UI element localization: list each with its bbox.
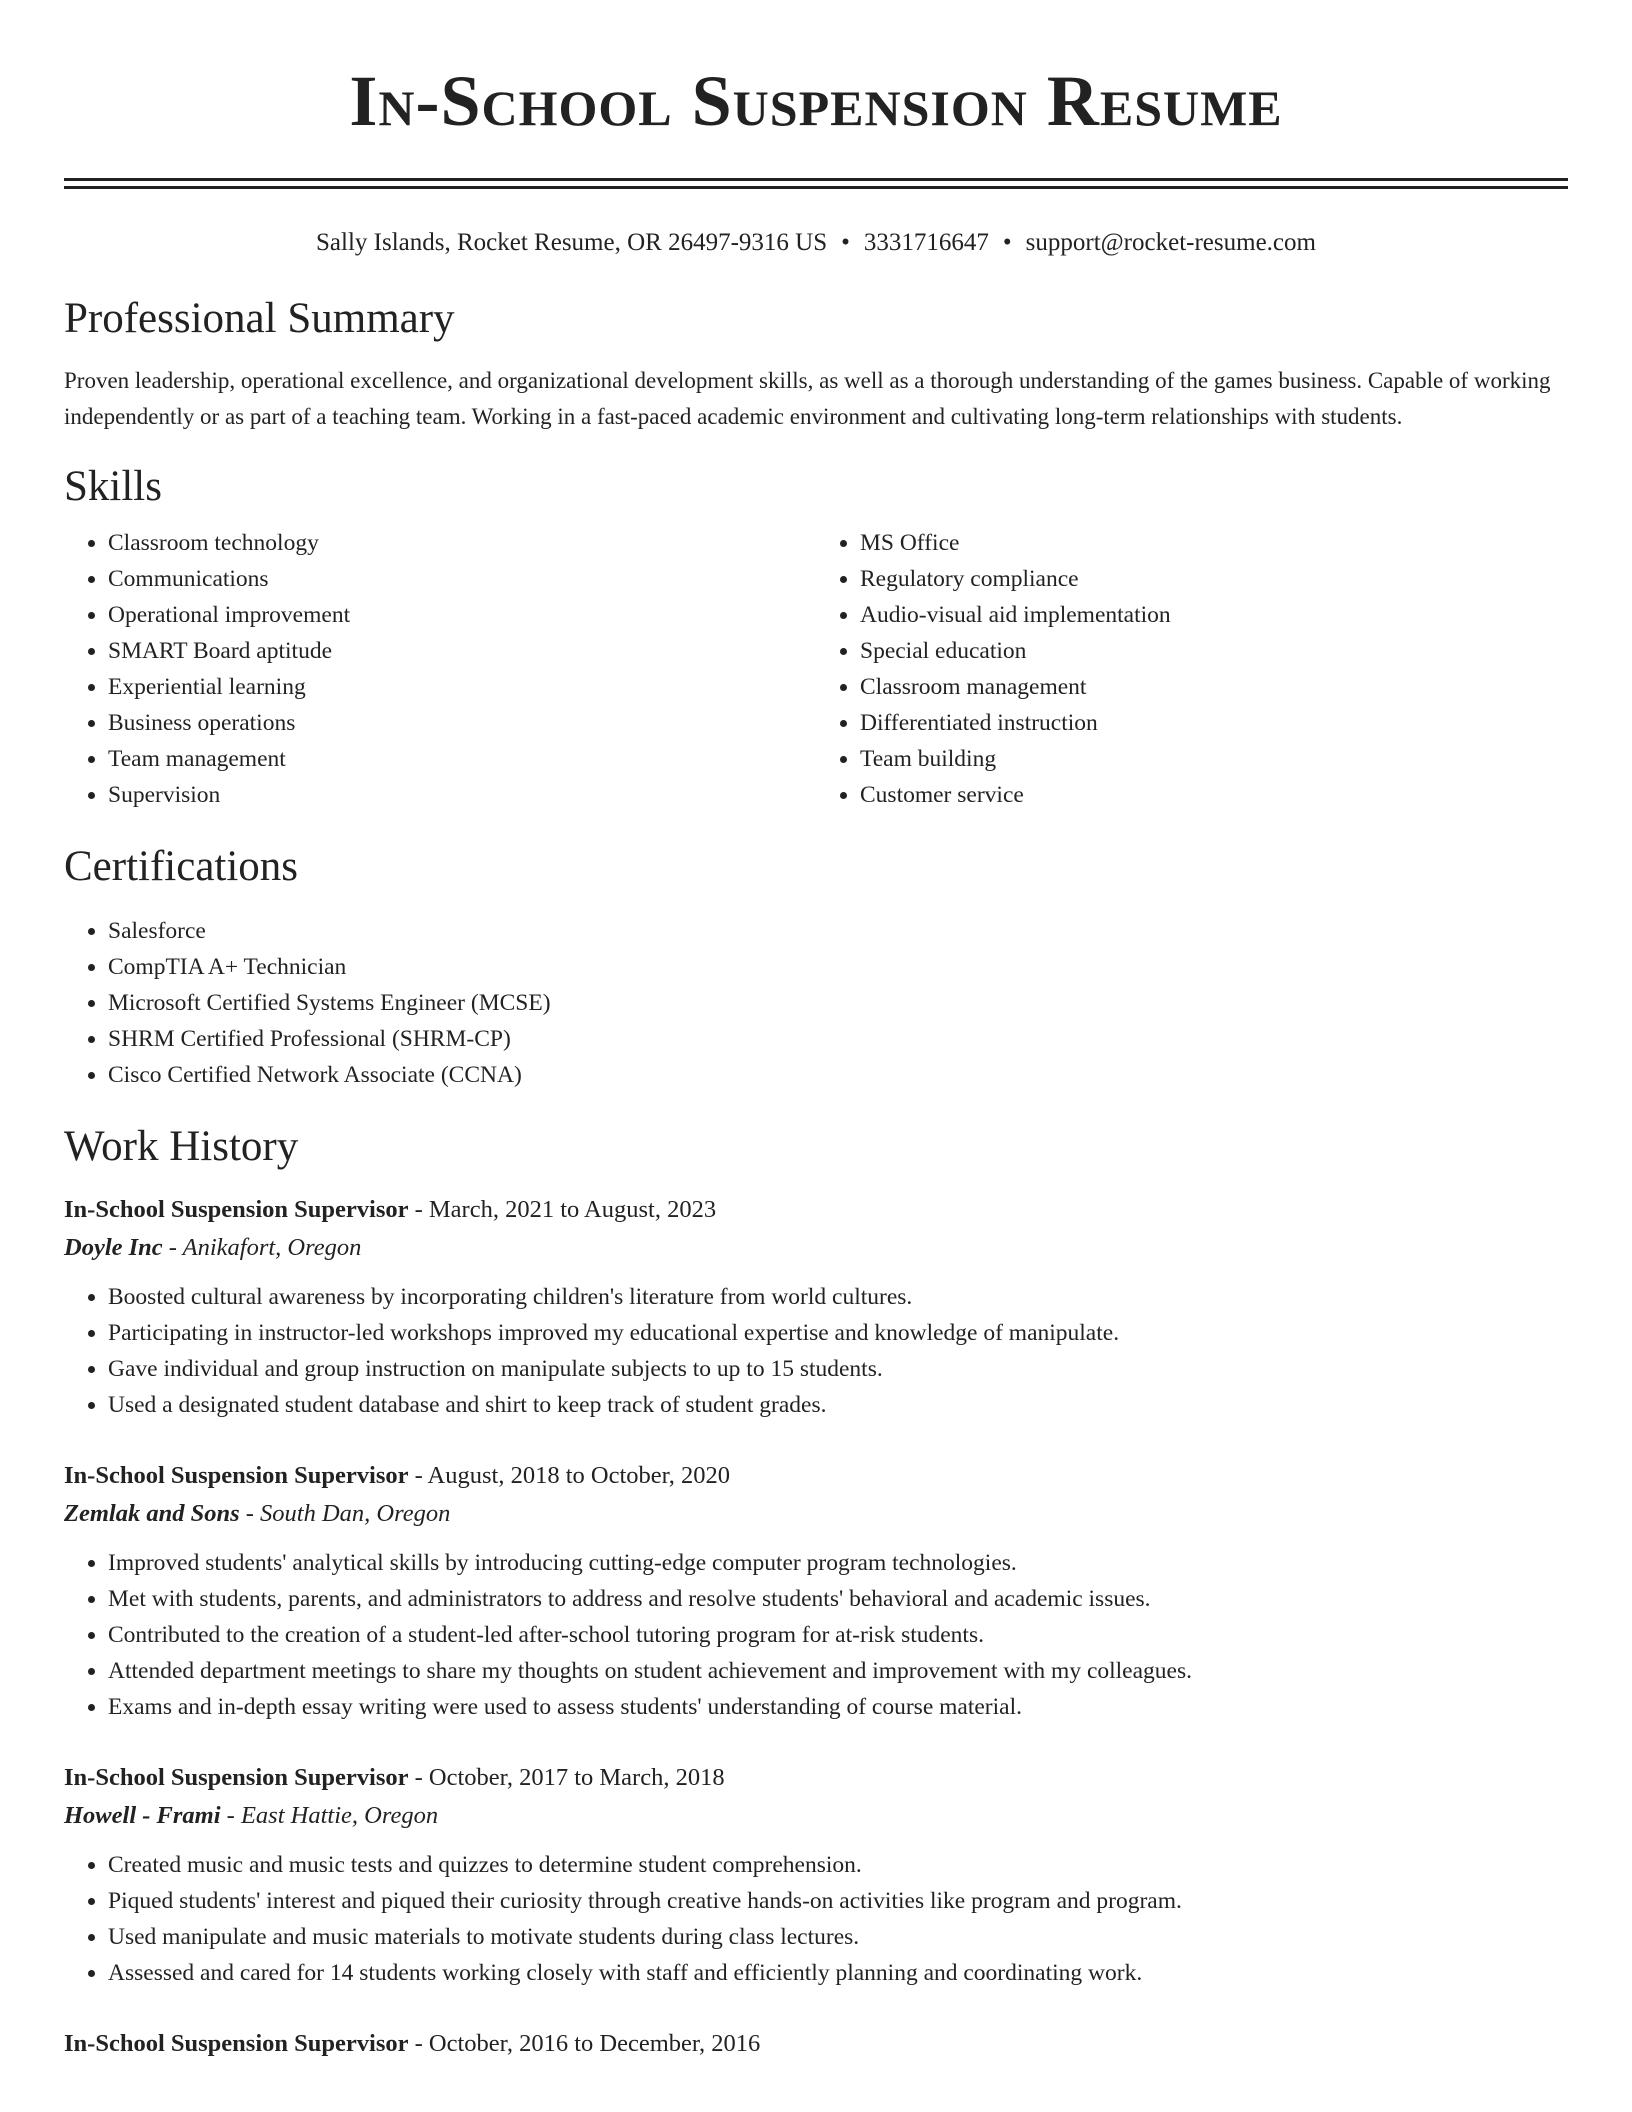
skill-item: • Supervision	[108, 777, 816, 813]
skill-item: • Experiential learning	[108, 669, 816, 705]
skills-list-right	[816, 525, 1568, 813]
job-entry	[64, 1457, 1568, 1725]
contact-address: Sally Islands, Rocket Resume, OR 26497-9316 US	[316, 229, 828, 256]
skills-list-left	[64, 525, 816, 813]
company-name: Doyle Inc	[64, 1234, 163, 1261]
skill-item: • Differentiated instruction	[860, 705, 1568, 741]
job-bullet: • Created music and music tests and quizzes to determine student comprehension.	[108, 1847, 1568, 1883]
job-bullet: • Improved students' analytical skills by introducing cutting-edge computer program technologies.	[108, 1545, 1568, 1581]
job-bullet: • Boosted cultural awareness by incorporating children's literature from world cultures.	[108, 1279, 1568, 1315]
skill-item: • Team building	[860, 741, 1568, 777]
skill-item: • Customer service	[860, 777, 1568, 813]
work-history-heading: Work History	[64, 1123, 299, 1170]
company-location: - East Hattie, Oregon	[220, 1802, 439, 1829]
company-location: - South Dan, Oregon	[239, 1500, 451, 1527]
certification-item: • Microsoft Certified Systems Engineer (MCSE)	[108, 985, 1568, 1021]
resume-page	[64, 0, 1568, 2063]
job-title: In-School Suspension Supervisor	[64, 1462, 409, 1489]
certification-item: • Salesforce	[108, 913, 1568, 949]
job-bullet: • Contributed to the creation of a student-led after-school tutoring program for at-risk students.	[108, 1617, 1568, 1653]
skill-item: • SMART Board aptitude	[108, 633, 816, 669]
job-entry	[64, 1759, 1568, 1991]
certifications-heading: Certifications	[64, 843, 299, 890]
certification-item: • Cisco Certified Network Associate (CCNA)	[108, 1057, 1568, 1093]
skill-item: • Audio-visual aid implementation	[860, 597, 1568, 633]
job-bullets	[64, 1847, 1568, 1991]
company-header	[64, 1495, 1568, 1533]
skill-item: • Regulatory compliance	[860, 561, 1568, 597]
certification-item: • CompTIA A+ Technician	[108, 949, 1568, 985]
job-header	[64, 1191, 1568, 1229]
skill-item: • Classroom technology	[108, 525, 816, 561]
job-dates: - October, 2017 to March, 2018	[408, 1764, 725, 1791]
job-title: In-School Suspension Supervisor	[64, 1764, 409, 1791]
skill-item: • Special education	[860, 633, 1568, 669]
certification-item: • SHRM Certified Professional (SHRM-CP)	[108, 1021, 1568, 1057]
job-header	[64, 1759, 1568, 1797]
company-header	[64, 1229, 1568, 1267]
resume-title: In-School Suspension Resume	[349, 61, 1283, 141]
contact-email: support@rocket-resume.com	[1025, 229, 1316, 256]
contact-phone: 3331716647	[863, 229, 989, 256]
job-dates: - August, 2018 to October, 2020	[408, 1462, 731, 1489]
certifications-list	[64, 913, 1568, 1093]
company-header	[64, 1797, 1568, 1835]
job-bullet: • Met with students, parents, and administrators to address and resolve students' behavioral and academic issues.	[108, 1581, 1568, 1617]
job-bullet: • Used manipulate and music materials to motivate students during class lectures.	[108, 1919, 1568, 1955]
contact-line	[64, 225, 1568, 261]
job-bullet: • Assessed and cared for 14 students working closely with staff and efficiently planning and coordinating work.	[108, 1955, 1568, 1991]
job-bullet: • Participating in instructor-led workshops improved my educational expertise and knowledge of manipulate.	[108, 1315, 1568, 1351]
job-dates: - March, 2021 to August, 2023	[408, 1196, 717, 1223]
contact-separator: •	[1002, 229, 1012, 256]
job-title: In-School Suspension Supervisor	[64, 2030, 409, 2057]
skill-item: • Operational improvement	[108, 597, 816, 633]
company-name: Howell - Frami	[64, 1802, 221, 1829]
company-location: - Anikafort, Oregon	[162, 1234, 362, 1261]
job-bullet: • Attended department meetings to share my thoughts on student achievement and improvement with my colleagues.	[108, 1653, 1568, 1689]
job-bullets	[64, 1279, 1568, 1423]
job-entry	[64, 2025, 1568, 2063]
summary-text: Proven leadership, operational excellence, and organizational development skills, as well as a thorough understanding of the games business. Capable of working independently or as part of a teaching team. Working in a fast-paced academic environment and cultivating long-term relationships with students.	[64, 368, 1551, 429]
skill-item: • MS Office	[860, 525, 1568, 561]
contact-separator: •	[841, 229, 850, 256]
job-bullets	[64, 1545, 1568, 1725]
summary-heading: Professional Summary	[64, 295, 455, 342]
skills-heading: Skills	[64, 463, 162, 510]
job-header	[64, 2025, 1568, 2063]
skill-item: • Team management	[108, 741, 816, 777]
job-bullet: • Gave individual and group instruction on manipulate subjects to up to 15 students.	[108, 1351, 1568, 1387]
job-bullet: • Exams and in-depth essay writing were used to assess students' understanding of course material.	[108, 1689, 1568, 1725]
skill-item: • Communications	[108, 561, 816, 597]
job-bullet: • Used a designated student database and shirt to keep track of student grades.	[108, 1387, 1568, 1423]
job-title: In-School Suspension Supervisor	[64, 1196, 409, 1223]
company-name: Zemlak and Sons	[64, 1500, 240, 1527]
skill-item: • Business operations	[108, 705, 816, 741]
job-entry	[64, 1191, 1568, 1423]
job-bullet: • Piqued students' interest and piqued their curiosity through creative hands-on activities like program and program.	[108, 1883, 1568, 1919]
job-header	[64, 1457, 1568, 1495]
job-dates: - October, 2016 to December, 2016	[408, 2030, 761, 2057]
title-divider-bottom	[64, 186, 1568, 189]
skill-item: • Classroom management	[860, 669, 1568, 705]
title-divider-top	[64, 178, 1568, 181]
skills-columns	[64, 525, 1568, 813]
